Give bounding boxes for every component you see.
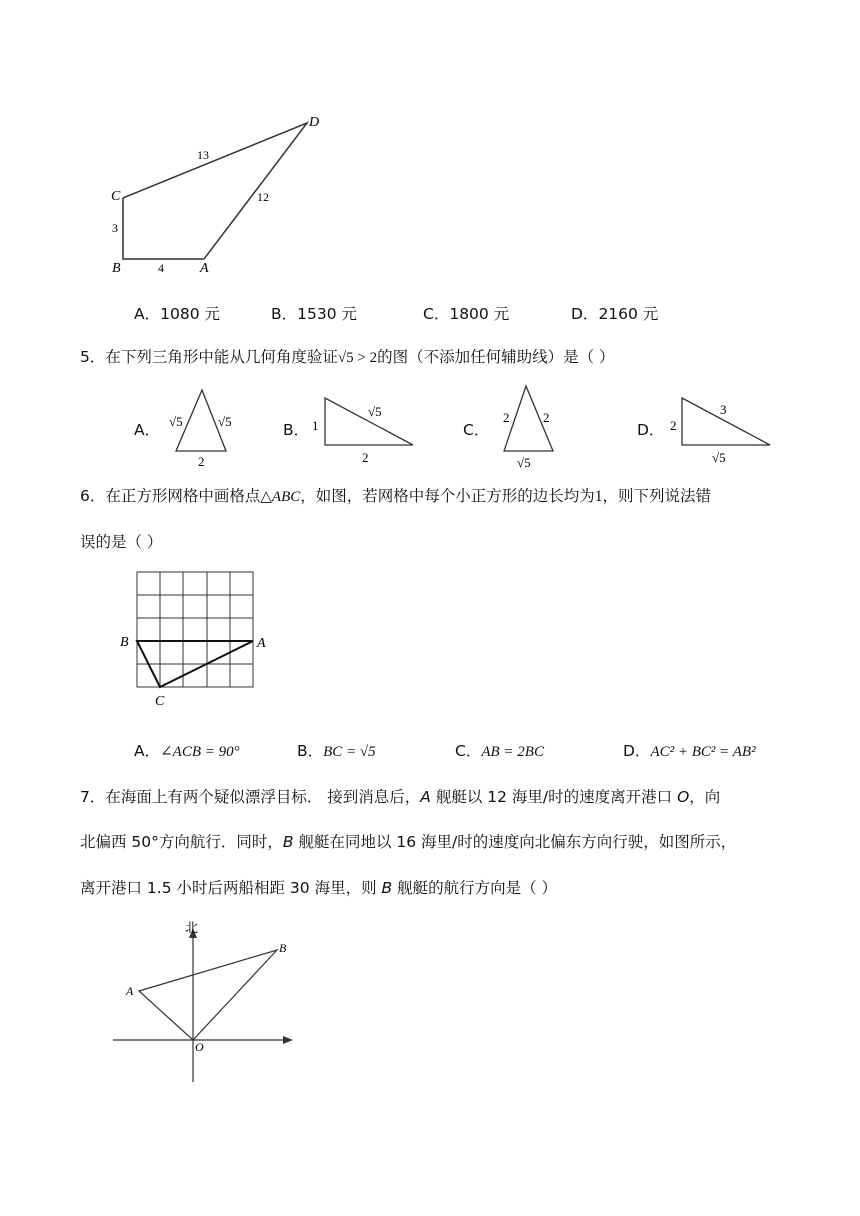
q4-length-ad: 12 bbox=[257, 190, 269, 204]
q6-option-d[interactable] bbox=[623, 739, 756, 761]
q4-label-d: D bbox=[309, 115, 320, 130]
q5-a-side-bottom: 2 bbox=[198, 454, 205, 469]
q4-label-c: C bbox=[111, 189, 121, 204]
q7-text: 7．在海面上有两个疑似漂浮目标． 接到消息后， bbox=[80, 788, 421, 806]
q4-option-b[interactable] bbox=[271, 302, 357, 324]
q4-length-bc: 3 bbox=[112, 221, 118, 235]
q5-b-side-left: 1 bbox=[312, 418, 319, 433]
q6-option-c[interactable] bbox=[455, 739, 544, 761]
q7-label-b: B bbox=[279, 941, 287, 955]
q5-stem-text-end: 的图（不添加任何辅助线）是（ ） bbox=[377, 348, 615, 366]
q6-option-b[interactable] bbox=[297, 739, 376, 761]
q7-figure bbox=[105, 915, 305, 1090]
q7-text-5: 舰艇在同地以 16 海里/时的速度向北偏东方向行驶，如图所示， bbox=[293, 833, 737, 851]
q4-option-a[interactable] bbox=[134, 302, 220, 324]
q7-east-arrow-icon bbox=[283, 1036, 293, 1044]
q5-option-a-letter[interactable]: A． bbox=[134, 421, 161, 439]
q4-label-a: A bbox=[200, 261, 209, 276]
option-text: 1530 元 bbox=[297, 305, 358, 323]
q6-label-c: C bbox=[155, 694, 165, 709]
option-letter: A． bbox=[134, 742, 161, 760]
q4-length-ba: 4 bbox=[158, 261, 164, 275]
q5-option-d-figure bbox=[665, 392, 775, 470]
q5-stem-math: √5 > 2 bbox=[337, 350, 378, 366]
q6-stem-text: 6．在正方形网格中画格点 bbox=[80, 487, 261, 505]
option-text: 2160 元 bbox=[598, 305, 659, 323]
option-math: AC² + BC² = AB² bbox=[650, 744, 756, 760]
q6-stem-line2: 误的是（ ） bbox=[80, 533, 163, 551]
q5-option-b-letter[interactable]: B． bbox=[283, 421, 310, 439]
q7-ship-b-2: B bbox=[381, 879, 393, 897]
option-letter: D． bbox=[623, 742, 651, 760]
q4-figure bbox=[100, 105, 340, 285]
option-math: BC = √5 bbox=[323, 744, 376, 760]
q4-option-c[interactable] bbox=[423, 302, 509, 324]
q5-d-side-bottom: √5 bbox=[712, 450, 726, 465]
q5-c-side-right: 2 bbox=[543, 410, 550, 425]
q5-option-a-figure bbox=[160, 385, 250, 470]
q5-c-side-bottom: √5 bbox=[517, 455, 531, 470]
q7-stem-line1 bbox=[80, 787, 720, 807]
option-text: 1800 元 bbox=[449, 305, 510, 323]
q6-stem-text-3: ，则下列说法错 bbox=[602, 487, 712, 505]
q5-option-c-figure bbox=[495, 380, 565, 470]
q5-d-side-hyp: 3 bbox=[720, 402, 727, 417]
q7-ship-b: B bbox=[282, 833, 294, 851]
q7-text-6: 离开港口 1.5 小时后两船相距 30 海里，则 bbox=[80, 879, 382, 897]
q5-c-side-left: 2 bbox=[503, 410, 510, 425]
option-text: 1080 元 bbox=[160, 305, 220, 323]
q5-option-c-letter[interactable]: C． bbox=[463, 421, 490, 439]
option-letter: B． bbox=[271, 305, 298, 323]
q4-quadrilateral bbox=[123, 123, 307, 259]
q5-option-b-figure bbox=[308, 392, 423, 472]
q7-triangle-aob bbox=[139, 950, 277, 1040]
option-math: ∠ACB = 90° bbox=[160, 744, 240, 760]
q6-option-a[interactable] bbox=[134, 739, 240, 761]
q7-text-4: 北偏西 50°方向航行．同时， bbox=[80, 833, 283, 851]
q7-ship-a: A bbox=[420, 788, 431, 806]
q4-label-b: B bbox=[112, 261, 121, 276]
q6-stem-math: △ABC bbox=[260, 489, 301, 505]
q5-a-side-right: √5 bbox=[218, 414, 232, 429]
q4-length-cd: 13 bbox=[197, 148, 209, 162]
q7-label-a: A bbox=[126, 984, 134, 998]
q5-option-d-letter[interactable]: D． bbox=[637, 421, 665, 439]
q5-d-side-left: 2 bbox=[670, 418, 677, 433]
q7-stem-line2 bbox=[80, 832, 736, 852]
option-letter: C． bbox=[455, 742, 482, 760]
q7-text-2: 舰艇以 12 海里/时的速度离开港口 bbox=[430, 788, 678, 806]
q6-grid-figure bbox=[115, 565, 275, 710]
option-math: AB = 2BC bbox=[481, 744, 544, 760]
option-letter: B． bbox=[297, 742, 324, 760]
q7-text-3: ，向 bbox=[689, 788, 721, 806]
q6-stem-line1 bbox=[80, 486, 711, 507]
q5-stem bbox=[80, 347, 615, 368]
q6-label-b: B bbox=[120, 635, 129, 650]
option-letter: D． bbox=[571, 305, 599, 323]
option-letter: C． bbox=[423, 305, 450, 323]
q5-b-side-bottom: 2 bbox=[362, 450, 369, 465]
option-letter: A． bbox=[134, 305, 161, 323]
q6-stem-text-2: ，如图，若网格中每个小正方形的边长均为 bbox=[300, 487, 595, 505]
q7-label-north: 北 bbox=[185, 920, 199, 935]
q5-stem-text: 5．在下列三角形中能从几何角度验证 bbox=[80, 348, 338, 366]
q7-label-o: O bbox=[195, 1040, 204, 1054]
q6-stem-num: 1 bbox=[594, 488, 603, 505]
q7-port-o: O bbox=[677, 788, 690, 806]
q7-text-7: 舰艇的航行方向是（ ） bbox=[392, 879, 558, 897]
q5-b-side-hyp: √5 bbox=[368, 404, 382, 419]
q4-option-d[interactable] bbox=[571, 302, 658, 324]
q7-stem-line3 bbox=[80, 878, 557, 898]
q6-label-a: A bbox=[257, 636, 266, 651]
q5-a-side-left: √5 bbox=[169, 414, 183, 429]
